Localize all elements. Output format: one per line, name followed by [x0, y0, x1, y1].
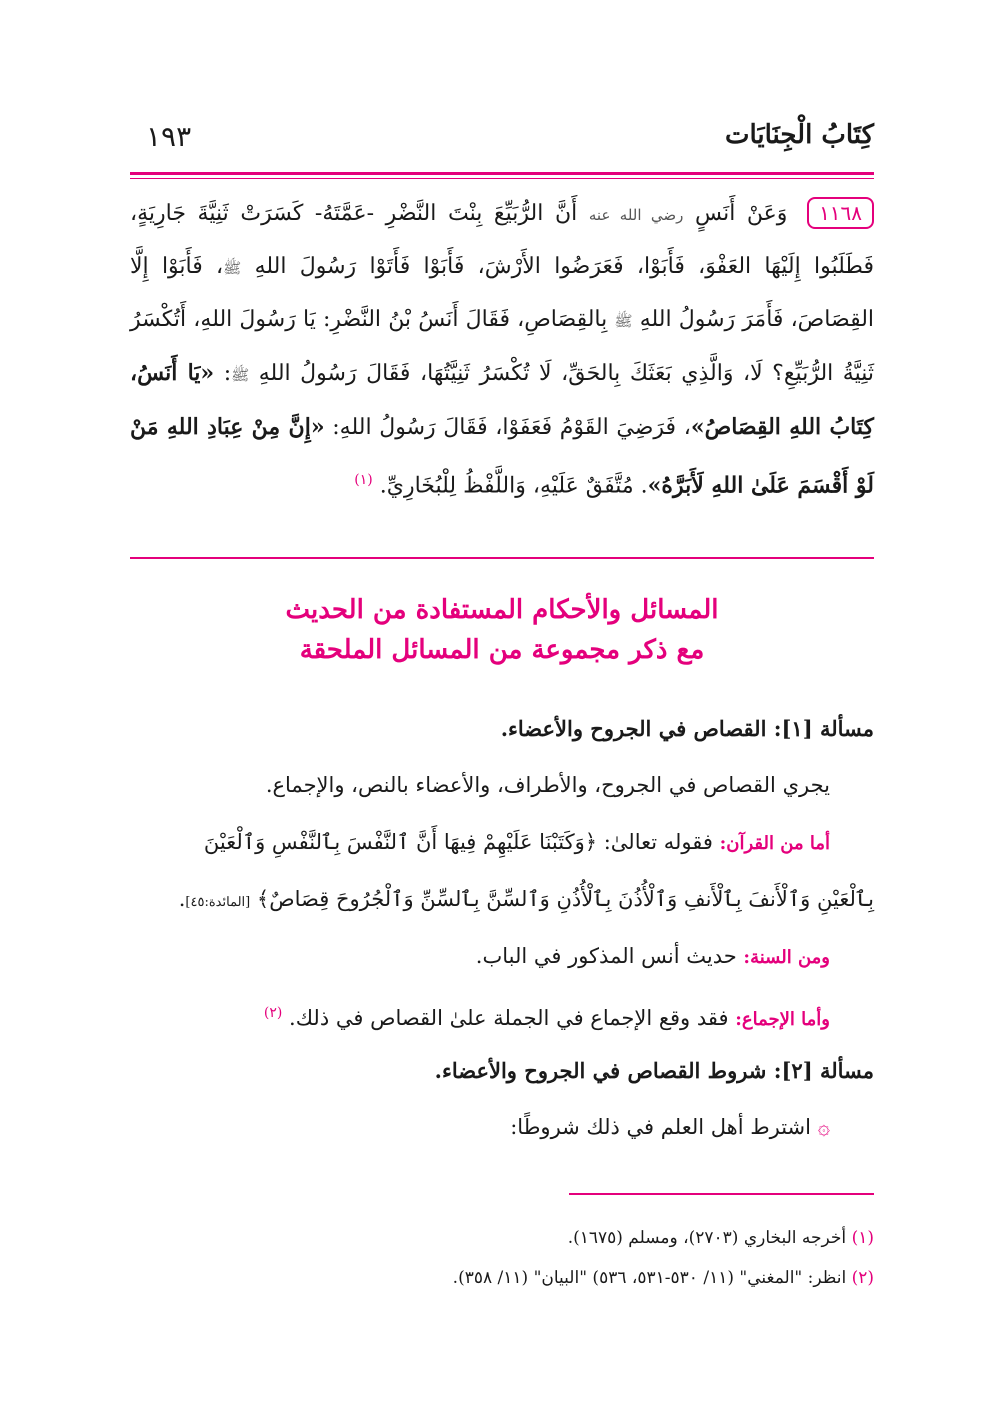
page-number: ١٩٣	[146, 120, 192, 153]
masala-2-body: اشترط أهل العلم في ذلك شروطًا:	[510, 1115, 811, 1139]
footnote-rule	[569, 1193, 874, 1195]
issues-body	[130, 700, 874, 1156]
quran-verse-b: بِٱلْعَيْنِ وَٱلْأَنفَ بِٱلْأَنفِ وَٱلْأُذُنَ بِٱلْأُذُنِ وَٱلسِّنَّ بِٱلسِّنِّ وَٱلْجُرُوحَ قِصَاصٌ﴾	[256, 887, 874, 911]
footnote-ref-1: (١)	[354, 472, 373, 488]
footnote-2-text: انظر: "المغني" (١١/ ٥٣٠-٥٣١، ٥٣٦) "البيان" (١١/ ٣٥٨).	[452, 1268, 847, 1288]
footnote-1	[130, 1218, 874, 1258]
footnote-ref-2: (٢)	[263, 1005, 283, 1021]
footnote-1-number: (١)	[851, 1228, 874, 1248]
prophet-quote-1: «يَا أَنَسُ، كِتَابُ اللهِ القِصَاصُ»	[130, 360, 875, 440]
masala-1-heading	[130, 700, 874, 757]
hadith-seg3: ، فَأَبَوْا إِلَّا القِصَاصَ، فَأَمَرَ رَسُولُ اللهِ	[130, 254, 875, 332]
hadith-seg6: ، فَرَضِيَ القَوْمُ فَعَفَوْا، فَقَالَ رَسُولُ اللهِ:	[332, 415, 691, 440]
masala-1-title: القصاص في الجروح والأعضاء.	[500, 716, 767, 741]
rosette-icon: ۞	[817, 1115, 830, 1139]
quran-verse-a: ﴿وَكَتَبْنَا عَلَيْهِمْ فِيهَا أَنَّ ٱلنَّفْسَ بِٱلنَّفْسِ وَٱلْعَيْنَ	[203, 830, 598, 854]
footnotes	[130, 1218, 874, 1298]
quran-intro: فقوله تعالىٰ:	[603, 830, 713, 854]
quran-reference: [المائدة:٤٥]	[185, 895, 251, 910]
masala-1-text: يجري القصاص في الجروح، والأطراف، والأعضاء بالنص، والإجماع.	[265, 773, 830, 797]
prophet-quote-2: «إِنَّ مِنْ عِبَادِ اللهِ مَنْ لَوْ أَقْسَمَ عَلَىٰ اللهِ لَأَبَرَّهُ»	[130, 414, 874, 499]
honorific-mark: رضي الله عنه	[588, 206, 684, 224]
masala-2-text	[130, 1099, 874, 1156]
hadith-number-badge: ١١٦٨	[807, 197, 874, 229]
sunnah-evidence	[130, 928, 874, 985]
prophet-honorific-mark: ﷺ	[223, 259, 242, 277]
footnote-1-text: أخرجه البخاري (٢٧٠٣)، ومسلم (١٦٧٥).	[567, 1228, 847, 1248]
ijma-evidence	[130, 985, 874, 1042]
prophet-honorific-mark: ﷺ	[231, 366, 250, 384]
sunnah-text: حديث أنس المذكور في الباب.	[475, 944, 737, 968]
quran-evidence-line2	[130, 871, 874, 928]
masala-2-heading	[130, 1042, 874, 1099]
header-rule	[130, 172, 874, 175]
section-heading-line1: المسائل والأحكام المستفادة من الحديث	[285, 595, 719, 625]
masala-2-label: مسألة [٢]:	[773, 1058, 874, 1083]
sunnah-label: ومن السنة:	[743, 947, 830, 968]
masala-2-title: شروط القصاص في الجروح والأعضاء.	[434, 1058, 767, 1083]
footnote-2-number: (٢)	[851, 1268, 874, 1288]
hadith-seg5: :	[223, 361, 232, 386]
chapter-title: كِتَابُ الْجِنَايَات	[724, 120, 874, 150]
quran-evidence-line1	[130, 814, 874, 871]
header-rule-thin	[130, 178, 874, 179]
footnote-2	[130, 1258, 874, 1298]
hadith-seg7: . مُتَّفَقٌ عَلَيْهِ، وَاللَّفْظُ لِلْبُخَارِيِّ.	[379, 473, 648, 499]
section-divider	[130, 557, 874, 559]
hadith-text	[130, 188, 874, 512]
section-heading	[130, 590, 874, 670]
page-header	[130, 120, 874, 172]
quran-end: .	[178, 887, 186, 911]
ijma-text: فقد وقع الإجماع في الجملة علىٰ القصاص في ذلك.	[289, 1006, 729, 1030]
hadith-seg4: بِالقِصَاصِ، فَقَالَ أَنَسُ بْنُ النَّضْرِ: يَا رَسُولَ اللهِ، أَتُكْسَرُ ثَنِيَّةُ الرُّبَيِّعِ؟ لَا، وَالَّذِي بَعَثَكَ بِالحَقِّ، لَا تُكْسَرُ ثَنِيَّتُهَا، فَقَالَ رَسُولُ اللهِ	[130, 307, 874, 386]
hadith-seg2: أَنَّ الرُّبَيِّعَ بِنْتَ النَّضْرِ -عَمَّتَهُ- كَسَرَتْ ثَنِيَّةَ جَارِيَةٍ، فَطَلَبُوا إِلَيْهَا العَفْوَ، فَأَبَوْا، فَعَرَضُوا الأَرْشَ، فَأَبَوْا فَأَتَوْا رَسُولَ اللهِ	[130, 201, 874, 279]
ijma-label: وأما الإجماع:	[735, 1009, 830, 1030]
section-heading-line2: مع ذكر مجموعة من المسائل الملحقة	[299, 635, 705, 665]
prophet-honorific-mark: ﷺ	[614, 312, 633, 330]
masala-1-label: مسألة [١]:	[773, 716, 874, 741]
hadith-seg1: وَعَنْ أَنَسٍ	[695, 201, 788, 226]
quran-label: أما من القرآن:	[719, 833, 830, 854]
